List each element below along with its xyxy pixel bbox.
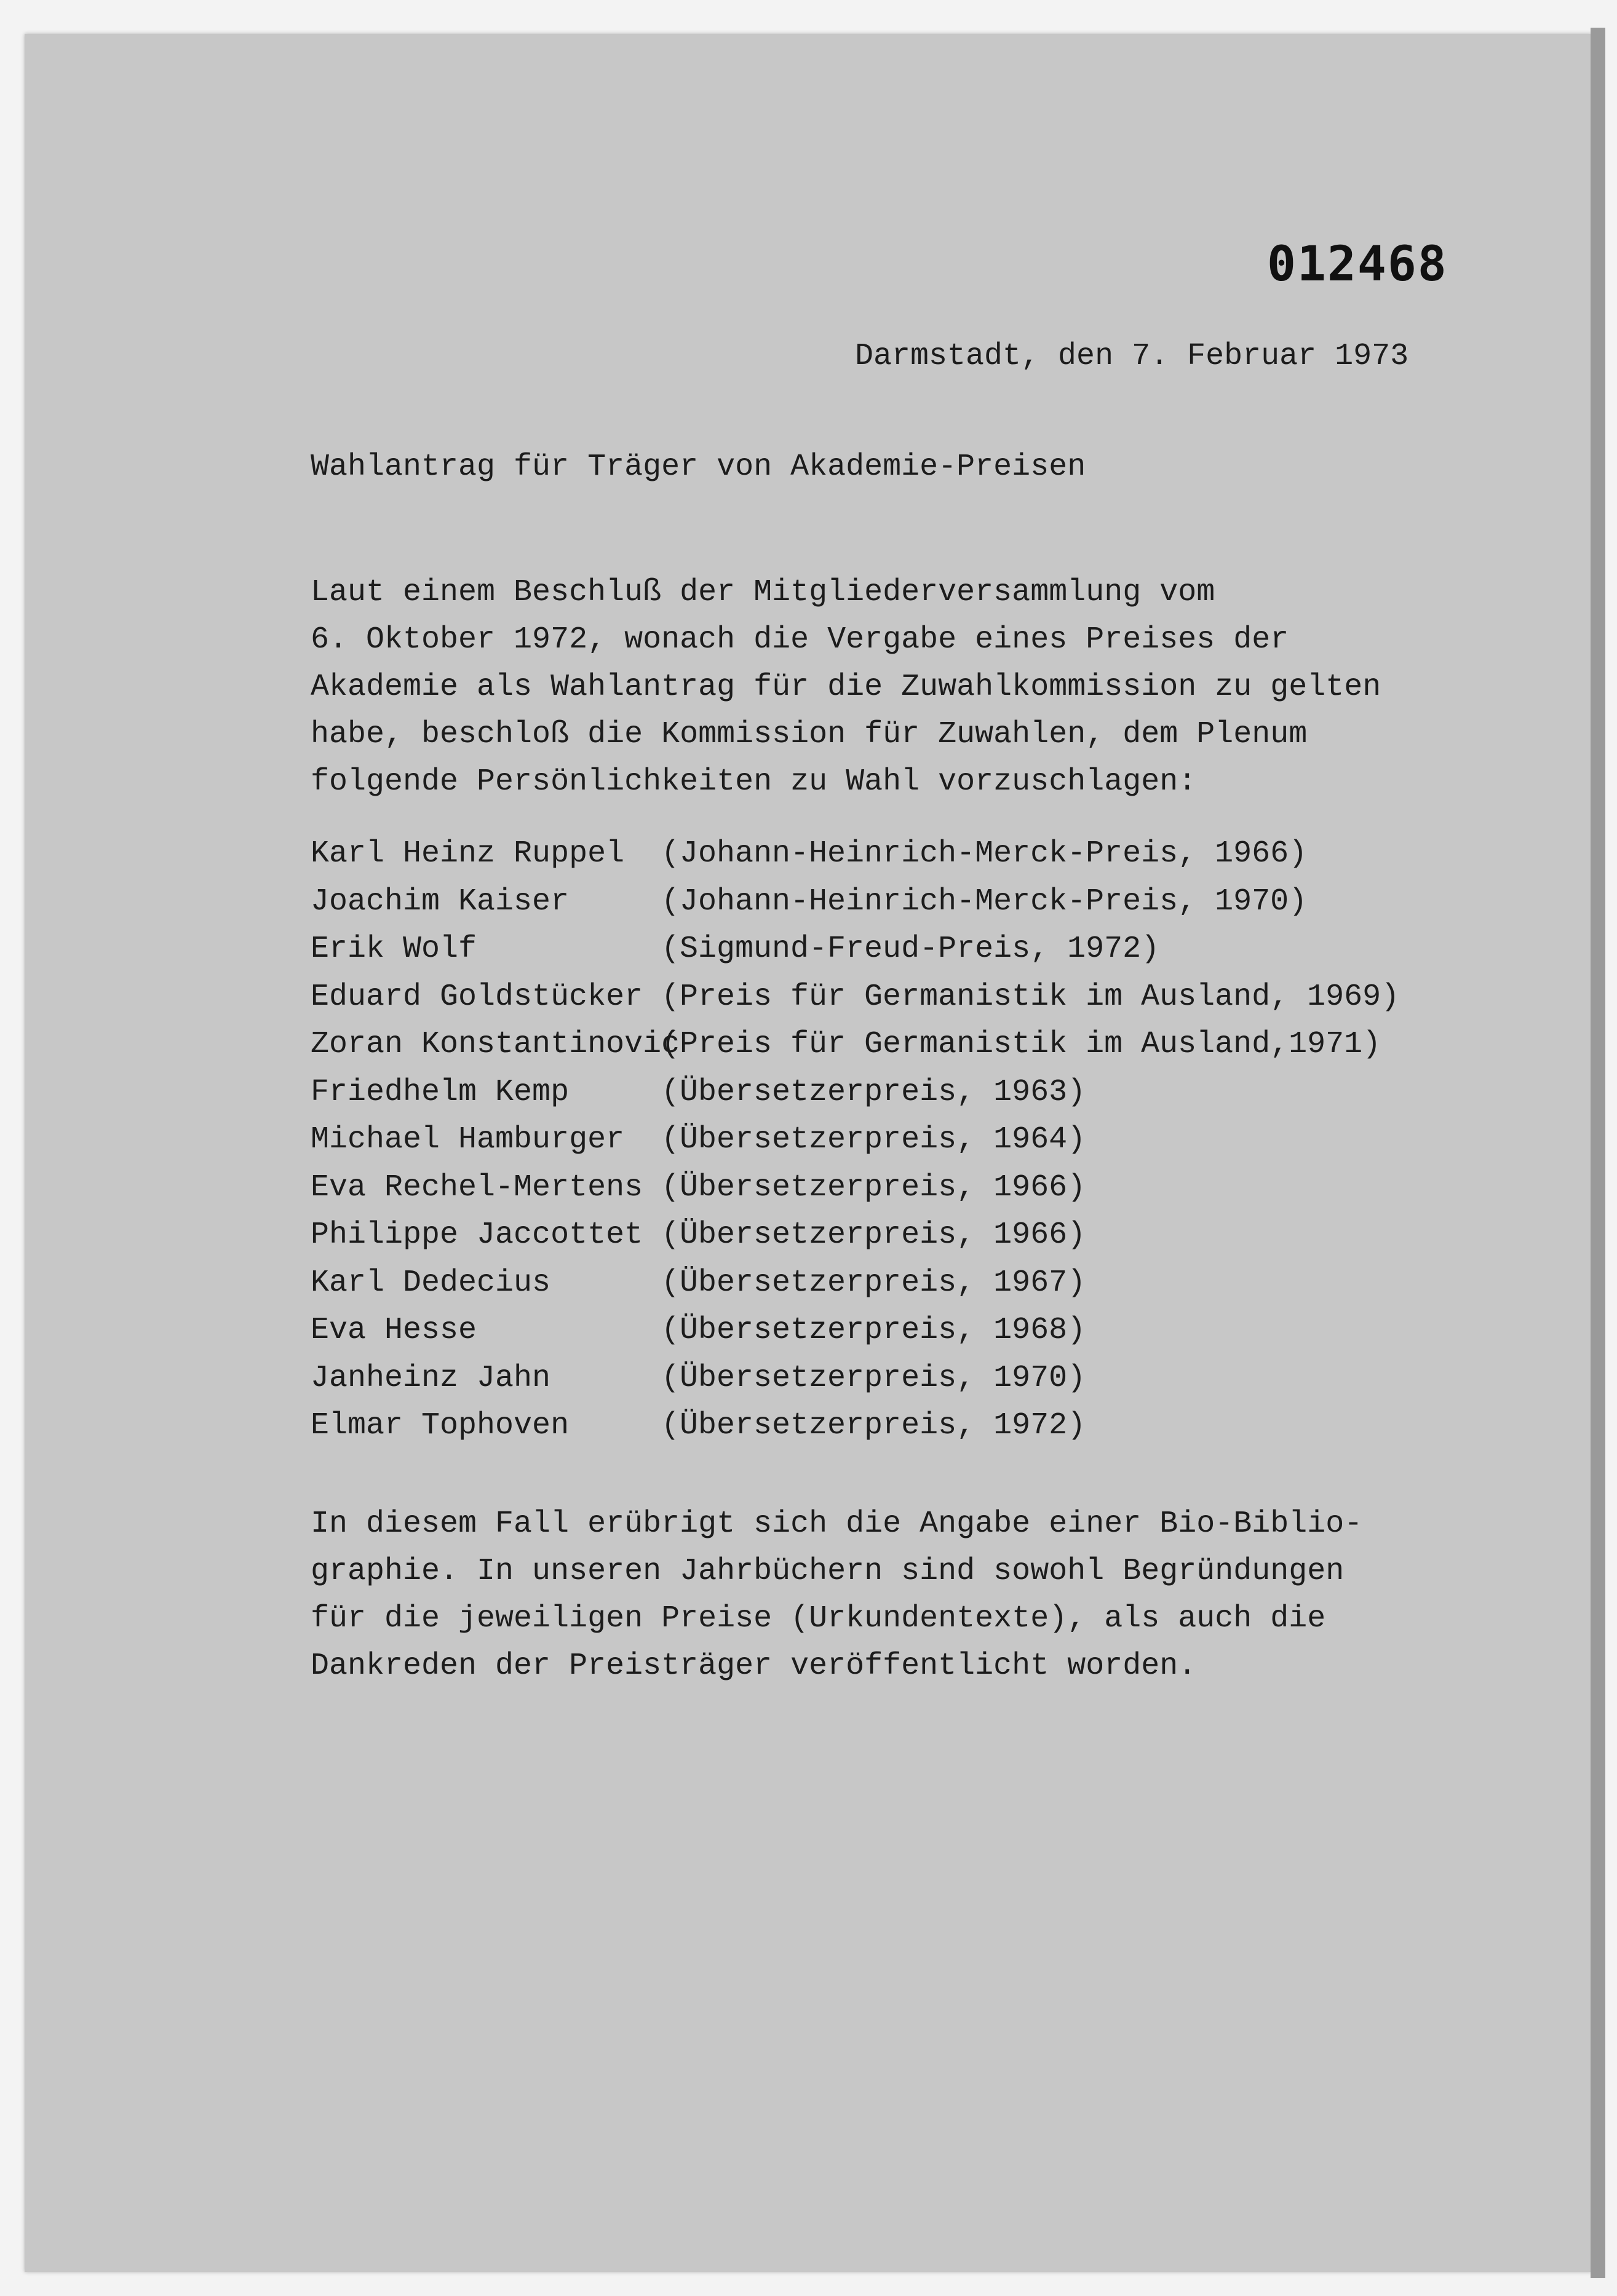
subject-line: Wahlantrag für Träger von Akademie-Preisen — [311, 449, 1086, 485]
nominee-row — [311, 1122, 1399, 1170]
nominee-name: Zoran Konstantinović — [311, 1027, 680, 1062]
intro-paragraph — [311, 569, 1381, 806]
nominee-prize: (Übersetzerpreis, 1966) — [661, 1170, 1086, 1205]
closing-line: In diesem Fall erübrigt sich die Angabe einer Bio-Biblio- — [311, 1506, 1363, 1542]
nominee-name: Erik Wolf — [311, 932, 477, 967]
intro-line: Laut einem Beschluß der Mitgliederversammlung vom — [311, 575, 1215, 610]
date-line: Darmstadt, den 7. Februar 1973 — [855, 339, 1409, 374]
nominee-row — [311, 1408, 1399, 1456]
nominee-name: Karl Dedecius — [311, 1265, 551, 1300]
nominee-row — [311, 1075, 1399, 1123]
nominee-row — [311, 836, 1399, 884]
nominee-prize: (Übersetzerpreis, 1964) — [661, 1122, 1086, 1157]
nominee-prize: (Übersetzerpreis, 1967) — [661, 1265, 1086, 1300]
intro-line: folgende Persönlichkeiten zu Wahl vorzuschlagen: — [311, 764, 1197, 799]
nominee-name: Friedhelm Kemp — [311, 1074, 570, 1110]
nominee-prize: (Übersetzerpreis, 1963) — [661, 1074, 1086, 1110]
nominee-name: Karl Heinz Ruppel — [311, 836, 625, 871]
nominee-row — [311, 1027, 1399, 1075]
nominee-prize: (Preis für Germanistik im Ausland,1971) — [661, 1027, 1381, 1062]
nominee-row — [311, 980, 1399, 1027]
document-page — [25, 34, 1592, 2272]
nominee-row — [311, 1361, 1399, 1409]
nominee-name: Janheinz Jahn — [311, 1360, 551, 1396]
nominee-name: Eva Hesse — [311, 1313, 477, 1348]
closing-line: Dankreden der Preisträger veröffentlicht worden. — [311, 1649, 1197, 1684]
nominee-prize: (Übersetzerpreis, 1972) — [661, 1408, 1086, 1443]
nominee-row — [311, 1265, 1399, 1313]
nominee-row — [311, 1217, 1399, 1265]
nominee-prize: (Johann-Heinrich-Merck-Preis, 1966) — [661, 836, 1308, 871]
nominee-prize: (Übersetzerpreis, 1970) — [661, 1360, 1086, 1396]
intro-line: habe, beschloß die Kommission für Zuwahlen, dem Plenum — [311, 717, 1308, 752]
closing-paragraph — [311, 1500, 1362, 1690]
nominee-name: Elmar Tophoven — [311, 1408, 570, 1443]
nominee-prize: (Johann-Heinrich-Merck-Preis, 1970) — [661, 884, 1308, 919]
nominee-list — [311, 836, 1399, 1456]
intro-line: Akademie als Wahlantrag für die Zuwahlkommission zu gelten — [311, 670, 1381, 705]
nominee-row — [311, 1313, 1399, 1361]
closing-line: graphie. In unseren Jahrbüchern sind sowohl Begründungen — [311, 1554, 1345, 1589]
nominee-row — [311, 1170, 1399, 1218]
nominee-prize: (Sigmund-Freud-Preis, 1972) — [661, 932, 1160, 967]
nominee-row — [311, 932, 1399, 980]
nominee-name: Michael Hamburger — [311, 1122, 625, 1157]
nominee-row — [311, 884, 1399, 932]
nominee-prize: (Preis für Germanistik im Ausland, 1969) — [661, 979, 1400, 1015]
nominee-prize: (Übersetzerpreis, 1968) — [661, 1313, 1086, 1348]
archive-stamp-number: 012468 — [1267, 237, 1448, 292]
closing-line: für die jeweiligen Preise (Urkundentexte), als auch die — [311, 1601, 1326, 1636]
nominee-name: Joachim Kaiser — [311, 884, 570, 919]
nominee-name: Eduard Goldstücker — [311, 979, 643, 1015]
nominee-name: Eva Rechel-Mertens — [311, 1170, 643, 1205]
intro-line: 6. Oktober 1972, wonach die Vergabe eines Preises der — [311, 622, 1289, 657]
nominee-prize: (Übersetzerpreis, 1966) — [661, 1217, 1086, 1253]
nominee-name: Philippe Jaccottet — [311, 1217, 643, 1253]
